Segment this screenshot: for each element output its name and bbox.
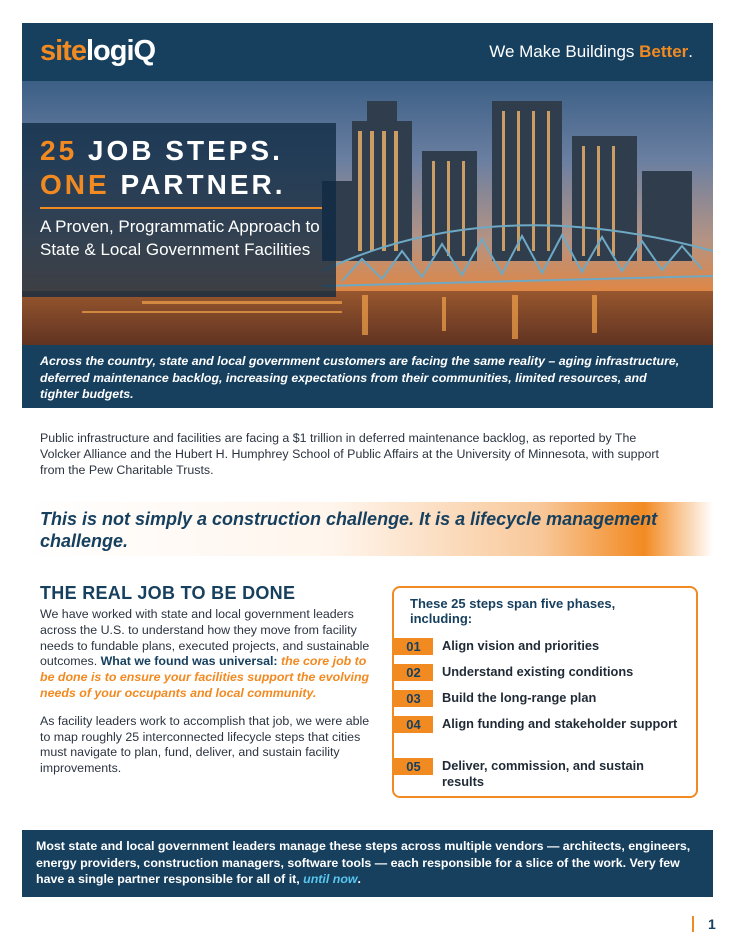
phase-number: 01 [394,638,433,655]
page-number: 1 [708,916,716,932]
section-body [40,607,370,789]
phase-label: Understand existing conditions [442,664,634,679]
hero-title-line1: 25 JOB STEPS. [40,135,283,166]
phase-number: 03 [394,690,433,707]
phase-label: Align vision and priorities [442,638,600,653]
phase-label: Deliver, commission, and sustain results [442,758,644,789]
phase-number: 04 [394,716,433,733]
bottom-text: Most state and local government leaders manage these steps across multiple vendors — architects, engineers, energy providers, construction managers, software tools — each responsible for a slice of the work. Very few have a single partner responsible for all of it, until now. [36,839,691,886]
hero-image-city-bridge [22,81,713,345]
section-paragraph-1: We have worked with state and local government leaders across the U.S. to understand how they move from facility needs to fundable plans, executed projects, and sustainable outcomes. What we found was universal: the core job to be done is to ensure your facilities support the evolving needs of your occupants and local community. [40,607,370,700]
hero-subtitle: A Proven, Programmatic Approach to State & Local Government Facilities [40,217,320,259]
lifecycle-callout [22,502,713,556]
phases-box [392,586,698,798]
bottom-band [22,830,713,897]
phase-number: 05 [394,758,433,775]
phase-label: Align funding and stakeholder support [442,716,678,731]
section-paragraph-2: As facility leaders work to accomplish that job, we were able to map roughly 25 interconnected lifecycle steps that cities must navigate to plan, fund, deliver, and sustain facility improvements. [40,713,370,776]
phase-label: Build the long-range plan [442,690,597,705]
phase-number: 02 [394,664,433,681]
intro-band [22,345,713,408]
backlog-paragraph: Public infrastructure and facilities are facing a $1 trillion in deferred maintenance backlog, as reported by The Volcker Alliance and the Hubert H. Humphrey School of Public Affairs at the University of Minnesota, with support from the Pew Charitable Trusts. [40,431,659,477]
intro-text: Across the country, state and local government customers are facing the same reality – aging infrastructure, deferred maintenance backlog, increasing expectations from their communities, limited resources, and tighter budgets. [40,354,680,401]
header-bar [22,23,713,81]
section-title: THE REAL JOB TO BE DONE [40,583,296,603]
hero-title-line2: ONE PARTNER. [40,169,286,200]
page-number-rule [692,916,694,932]
sitelogiq-logo: sitelogiQ [40,35,156,67]
hero-title-panel [22,123,336,297]
callout-text: This is not simply a construction challenge. It is a lifecycle management challenge. [40,509,658,551]
phases-heading: These 25 steps span five phases, including: [410,596,616,626]
tagline: We Make Buildings Better. [489,42,693,61]
hero-divider [40,207,322,209]
